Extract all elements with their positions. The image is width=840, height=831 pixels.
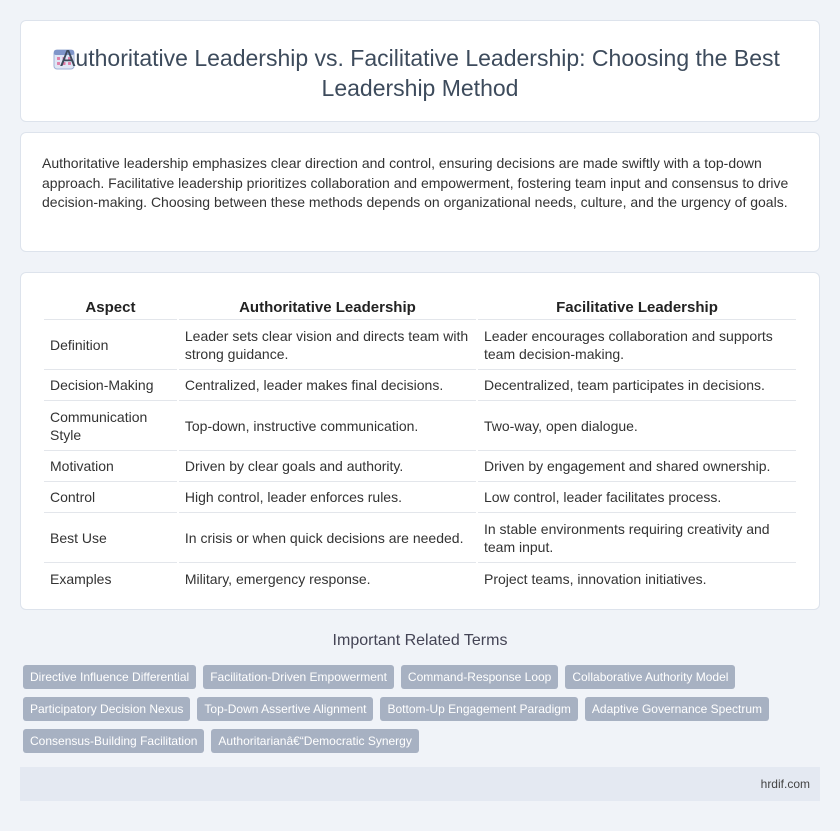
related-term-tag[interactable]: Facilitation-Driven Empowerment (203, 665, 394, 689)
table-row (44, 563, 796, 594)
cell-facilitative: In stable environments requiring creativity and team input. (478, 513, 796, 563)
related-term-tag[interactable]: Bottom-Up Engagement Paradigm (380, 697, 577, 721)
cell-aspect: Control (44, 482, 177, 513)
cell-authoritative: Military, emergency response. (184, 570, 371, 587)
header-aspect: Aspect (44, 297, 177, 320)
title-card (20, 20, 820, 122)
comparison-table (42, 297, 798, 594)
table-row (44, 370, 796, 401)
related-term-tag[interactable]: Directive Influence Differential (23, 665, 196, 689)
cell-aspect: Communication Style (44, 401, 177, 451)
related-terms-list (23, 665, 803, 761)
table-row (44, 401, 796, 451)
table-row (44, 451, 796, 482)
cell-authoritative: In crisis or when quick decisions are needed. (179, 513, 476, 563)
related-term-tag[interactable]: Collaborative Authority Model (565, 665, 735, 689)
table-row (44, 513, 796, 563)
cell-authoritative: Leader sets clear vision and directs team with strong guidance. (179, 320, 476, 370)
table-row (44, 320, 796, 370)
related-term-tag[interactable]: Authoritarianâ€“Democratic Synergy (211, 729, 418, 753)
related-term-tag[interactable]: Adaptive Governance Spectrum (585, 697, 769, 721)
cell-facilitative: Decentralized, team participates in decisions. (478, 370, 796, 401)
intro-card (20, 132, 820, 252)
footer-site-link[interactable]: hrdif.com (760, 777, 810, 791)
cell-facilitative: Low control, leader facilitates process. (478, 482, 796, 513)
cell-aspect: Decision-Making (44, 370, 177, 401)
related-term-tag[interactable]: Consensus-Building Facilitation (23, 729, 204, 753)
related-term-tag[interactable]: Command-Response Loop (401, 665, 558, 689)
related-term-tag[interactable]: Top-Down Assertive Alignment (197, 697, 373, 721)
comparison-card (20, 272, 820, 610)
cell-authoritative: Centralized, leader makes final decisions. (179, 370, 476, 401)
cell-aspect: Examples (50, 570, 112, 587)
cell-aspect: Motivation (44, 451, 177, 482)
intro-paragraph: Authoritative leadership emphasizes clear direction and control, ensuring decisions are made swiftly with a top-down approach. Facilitative leadership prioritizes collaboration and empowerment, fostering team input and consensus to drive decision-making. Choosing between these methods depends on organizational needs, culture, and the urgency of goals. (42, 155, 789, 210)
footer (20, 767, 820, 801)
cell-facilitative: Driven by engagement and shared ownership. (478, 451, 796, 482)
page-title: Authoritative Leadership vs. Facilitative Leadership: Choosing the Best Leadership Method (60, 45, 780, 101)
related-term-tag[interactable]: Participatory Decision Nexus (23, 697, 190, 721)
table-row (44, 482, 796, 513)
cell-facilitative: Two-way, open dialogue. (478, 401, 796, 451)
header-authoritative: Authoritative Leadership (179, 297, 476, 320)
related-terms-heading: Important Related Terms (332, 632, 508, 649)
cell-authoritative: High control, leader enforces rules. (179, 482, 476, 513)
cell-aspect: Best Use (44, 513, 177, 563)
cell-facilitative: Leader encourages collaboration and supports team decision-making. (478, 320, 796, 370)
cell-authoritative: Top-down, instructive communication. (179, 401, 476, 451)
cell-aspect: Definition (44, 320, 177, 370)
cell-facilitative: Project teams, innovation initiatives. (483, 570, 707, 587)
cell-authoritative: Driven by clear goals and authority. (179, 451, 476, 482)
header-facilitative: Facilitative Leadership (478, 297, 796, 320)
